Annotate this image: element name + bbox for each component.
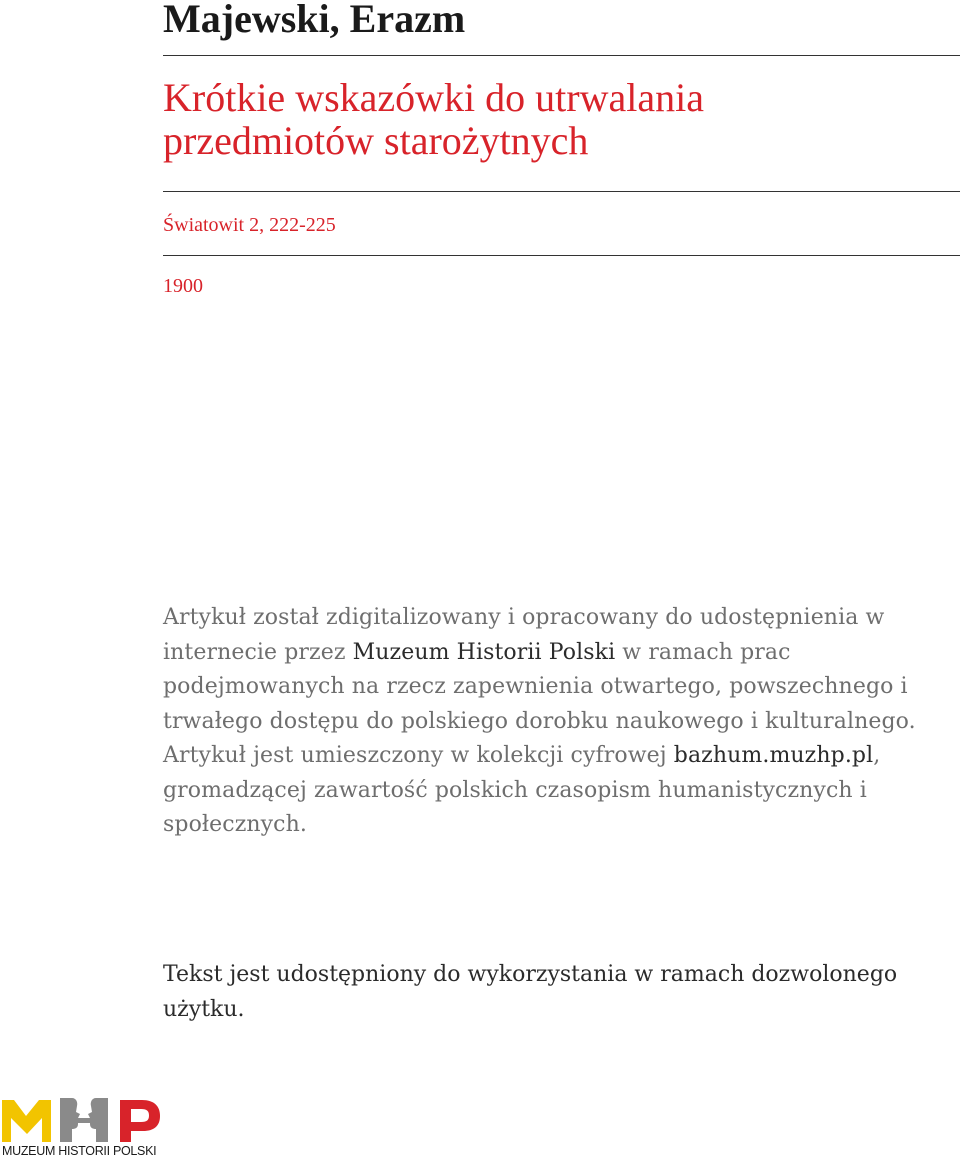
author-name: Majewski, Erazm [163, 0, 466, 41]
bazhum-link[interactable]: bazhum.muzhp.pl [673, 743, 874, 768]
digitization-notice [163, 601, 933, 843]
logo-h-shape-right [88, 1098, 108, 1142]
museum-logo [2, 1094, 166, 1160]
digitization-notice-text: w ramach prac podejmowanych na rzecz zapewnienia otwartego, powszechnego i trwałego dostępu do polskiego dorobku naukowego i kulturalnego. Artykuł jest umieszczony w kolekcji cyfrowej [163, 639, 916, 768]
journal-citation: Światowit 2, 222-225 [163, 214, 336, 236]
article-title: Krótkie wskazówki do utrwalania przedmiotów starożytnych [163, 75, 704, 163]
publication-year: 1900 [163, 275, 203, 297]
logo-caption: MUZEUM HISTORII POLSKI [2, 1144, 157, 1158]
divider-middle [163, 191, 960, 192]
license-notice: Tekst jest udostępniony do wykorzystania w ramach dozwolonego użytku. [163, 962, 898, 1022]
muzeum-historii-polski-logo-icon [2, 1094, 166, 1144]
logo-p-shape [120, 1100, 160, 1142]
museum-link[interactable]: Muzeum Historii Polski [352, 639, 616, 665]
logo-m-shape [2, 1100, 51, 1142]
digitization-notice-text: , gromadzącej zawartość polskich czasopism humanistycznych i społecznych. [163, 743, 881, 837]
divider-top [163, 55, 960, 56]
logo-h-bridge [78, 1118, 90, 1123]
digitization-notice-text: Artykuł został zdigitalizowany i opracowany do udostępnienia w internecie przez [163, 605, 885, 665]
logo-h-shape [60, 1098, 80, 1142]
divider-bottom [163, 255, 960, 256]
